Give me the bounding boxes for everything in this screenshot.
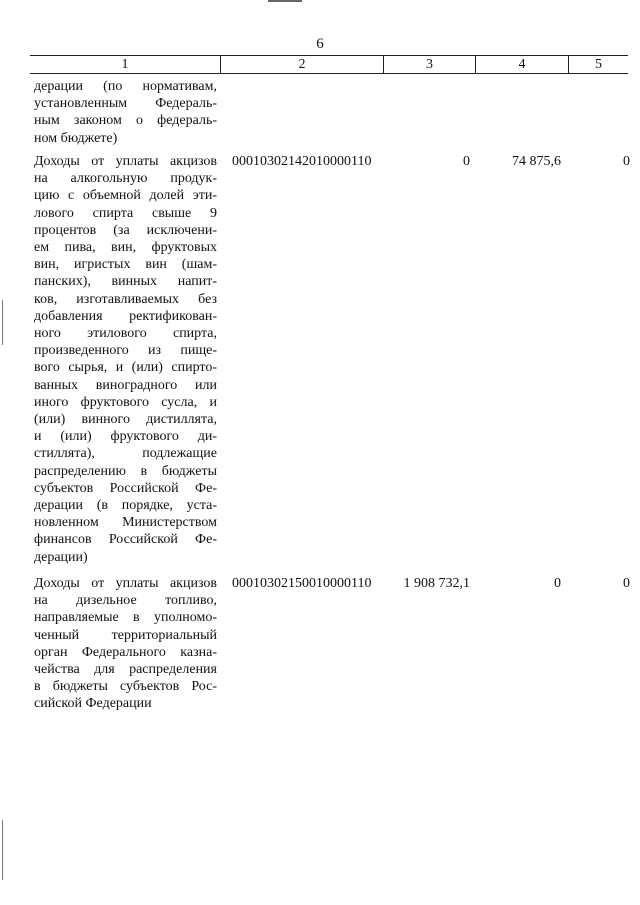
description-line: на дизельное топливо, [34,593,217,609]
column-header-1: 1 [121,57,129,72]
description-line: ков, изготавливаемых без [34,291,217,307]
description-line: распределению в бюджеты [34,463,217,479]
table-row-description [34,78,217,147]
page-number: 6 [316,36,324,52]
column-header-2: 2 [298,57,306,72]
table-cell-col5: 0 [623,154,630,169]
scan-artifact-top [268,0,302,2]
description-line: дерации (по нормативам, [34,79,217,94]
table-cell-col4: 74 875,6 [512,154,561,169]
column-header-5: 5 [595,57,602,72]
description-line: новленном Министерством [34,515,217,531]
budget-classification-code: 00010302150010000110 [232,576,372,591]
description-line: панских), винных напит- [34,274,217,290]
description-line: добавления ректификован- [34,308,217,324]
description-line: лового спирта свыше 9 [34,205,217,221]
description-line: иного фруктового сусла, и [34,394,217,410]
description-line: ным законом о федераль- [34,113,217,129]
description-line: процентов (за исключени- [34,222,217,238]
table-cell-col3: 1 908 732,1 [403,576,470,591]
scan-artifact-left-2 [2,820,3,880]
description-line: дерации (в порядке, уста- [34,498,217,514]
description-line: установленным Федераль- [34,96,217,112]
table-cell-col4: 0 [554,576,561,591]
description-line: ем пива, вин, фруктовых [34,240,217,256]
description-line: Доходы от уплаты акцизов [34,576,217,591]
column-header-4: 4 [518,57,526,72]
table-cell-col3: 0 [463,154,470,169]
table-cell-col5: 0 [623,576,630,591]
description-line: вого сырья, и (или) спирто- [34,360,217,376]
description-line: и (или) фруктового ди- [34,429,217,445]
description-line: Доходы от уплаты акцизов [34,154,217,169]
description-line: дерации) [34,549,88,565]
description-line: (или) винного дистиллята, [34,412,217,428]
description-line: орган Федерального казна- [34,644,217,660]
scan-artifact-left-1 [2,300,3,345]
description-line: на алкогольную продук- [34,171,217,187]
description-line: цию с объемной долей эти- [34,188,217,204]
description-line: стиллята), подлежащие [34,446,217,462]
description-line: ченный территориальный [34,627,217,643]
table-header-row [30,55,628,74]
description-line: ванных виноградного или [34,377,217,393]
budget-classification-code: 00010302142010000110 [232,154,372,169]
description-line: ного этилового спирта, [34,326,217,342]
description-line: произведенного из пище- [34,343,217,359]
description-line: сийской Федерации [34,696,152,712]
table-row-description [34,153,217,566]
description-line: направляемые в уполномо- [34,610,217,626]
description-line: чейства для распределения [34,662,217,678]
description-line: финансов Российской Фе- [34,532,217,548]
description-line: вин, игристых вин (шам- [34,257,217,273]
table-row-description [34,575,217,713]
description-line: в бюджеты субъектов Рос- [34,679,217,695]
column-header-3: 3 [426,57,433,72]
description-line: субъектов Российской Фе- [34,480,217,496]
description-line: ном бюджете) [34,130,118,146]
